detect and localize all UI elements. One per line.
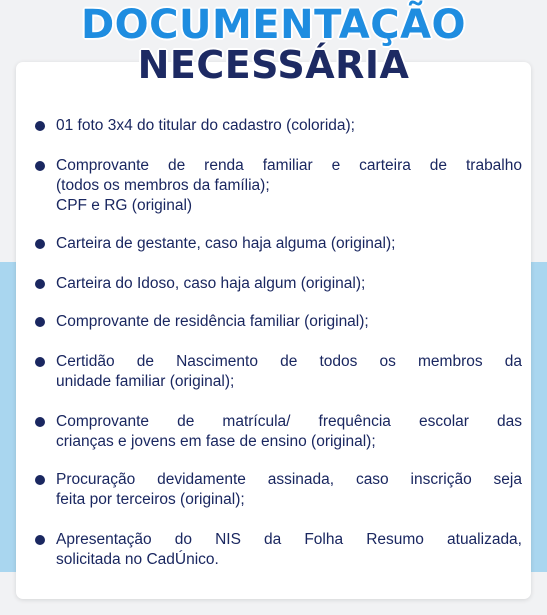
list-item-text: (todos os membros da família); xyxy=(56,177,270,194)
list-item-text: Comprovante de residência familiar (original); xyxy=(56,313,369,330)
list-item xyxy=(34,234,522,254)
list-item-text: Carteira do Idoso, caso haja algum (original); xyxy=(56,275,366,292)
bullet-icon xyxy=(35,475,45,485)
bullet-icon xyxy=(35,279,45,289)
list-item xyxy=(34,312,522,332)
page-title-line-1: DOCUMENTAÇÃO xyxy=(80,2,467,48)
list-item-text: feita por terceiros (original); xyxy=(56,491,245,508)
list-item xyxy=(34,156,522,216)
list-item xyxy=(34,530,522,570)
list-item-text: Comprovante de renda familiar e carteira de trabalho xyxy=(56,157,522,174)
bullet-icon xyxy=(35,239,45,249)
list-item-text: CPF e RG (original) xyxy=(56,197,193,214)
list-item xyxy=(34,412,522,452)
list-item xyxy=(34,352,522,392)
list-item-text: Certidão de Nascimento de todos os membros da xyxy=(56,353,522,370)
list-item-text: Apresentação do NIS da Folha Resumo atualizada, xyxy=(56,531,522,548)
page-title-line-2: NECESSÁRIA xyxy=(137,43,410,87)
list-item-text: Comprovante de matrícula/ frequência escolar das xyxy=(56,413,522,430)
list-item xyxy=(34,274,522,294)
list-item-text: crianças e jovens em fase de ensino (original); xyxy=(56,433,376,450)
list-item-text: unidade familiar (original); xyxy=(56,373,235,390)
list-item xyxy=(34,116,522,136)
bullet-icon xyxy=(35,121,45,131)
bullet-icon xyxy=(35,161,45,171)
list-item-text: solicitada no CadÚnico. xyxy=(56,551,219,568)
list-item-text: Carteira de gestante, caso haja alguma (original); xyxy=(56,235,396,252)
bullet-icon xyxy=(35,317,45,327)
list-item-text: Procuração devidamente assinada, caso inscrição seja xyxy=(56,471,522,488)
list-item xyxy=(34,470,522,510)
bullet-icon xyxy=(35,357,45,367)
bullet-icon xyxy=(35,535,45,545)
list-item-text: 01 foto 3x4 do titular do cadastro (colorida); xyxy=(56,117,355,134)
bullet-icon xyxy=(35,417,45,427)
